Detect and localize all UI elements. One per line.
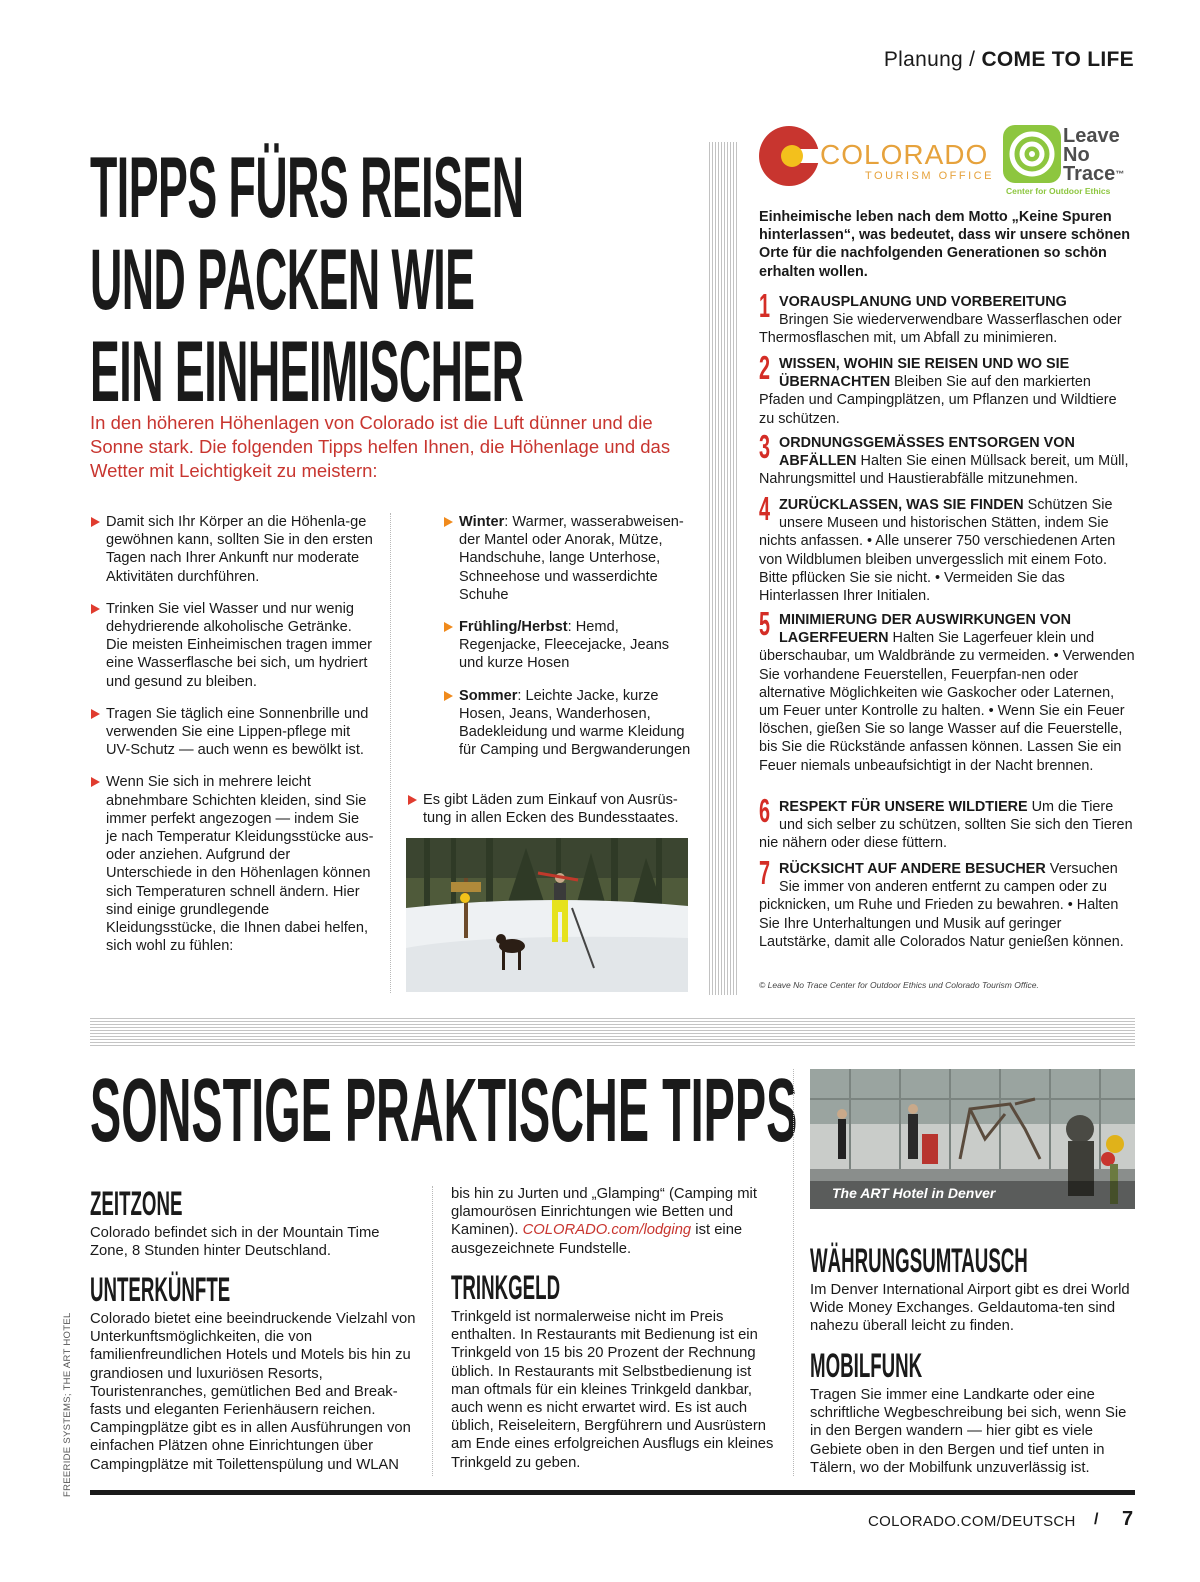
lnt-sub: Center for Outdoor Ethics — [1006, 186, 1111, 196]
zeitzone-block — [90, 1186, 420, 1260]
tip-text: Halten Sie einen Müllsack bereit, um Müll, Nahrungsmittel und Haustierabfälle mitzunehmen. — [759, 453, 1129, 488]
snow-trail-photo — [406, 838, 688, 992]
colorado-logo-sub: TOURISM OFFICE — [865, 170, 994, 182]
trinkgeld-block — [451, 1270, 781, 1472]
clothing-spring-fall — [443, 618, 693, 673]
tip-title: ORDNUNGSGEMÄSSES ENTSORGEN VON ABFÄLLEN — [779, 435, 1075, 470]
season-text: : Leichte Jacke, kurze Hosen, Jeans, Wanderhosen, Badekleidung und warme Kleidung für Camping und Bergwanderungen — [459, 687, 691, 759]
lnt-line-1: Leave — [1063, 125, 1120, 147]
bullet-item: Trinken Sie viel Wasser und nur wenig dehydrierende alkoholische Getränke. Die meisten Einheimischen tragen immer eine Wasserflasche bei sich, um hydriert und gesund zu bleiben. — [90, 600, 374, 691]
mobilfunk-block — [810, 1348, 1135, 1477]
tip-title: RESPEKT FÜR UNSERE WILDTIERE — [779, 799, 1028, 815]
bullet-item: Wenn Sie sich in mehrere leicht abnehmbare Schichten kleiden, sind Sie immer perfekt angezogen — indem Sie je nach Temperatur Kleidungsstücke aus- oder anziehen. Aufgrund der Unterschiede in den Höhenlagen können sich Temperaturen schnell ändern. Hier sind einige grundlegende Kleidungsstücke, die Ihnen dabei helfen, sich wohl zu fühlen: — [90, 773, 374, 955]
lnt-tip-4 — [759, 490, 1135, 605]
clothing-summer — [443, 687, 693, 760]
tip-title: VORAUSPLANUNG UND VORBEREITUNG — [779, 294, 1067, 310]
colorado-c-icon — [758, 125, 820, 187]
tip-text: Schützen Sie unsere Museen und historischen Stätten, indem Sie nichts anfassen. • Alle unserer 750 verschiedenen Arten von Wildblumen bleiben unvergesslich mit einem Foto. Bitte pflücken Sie sie nicht. • Vermeiden Sie das Hinterlassen Ihrer Initialen. — [759, 497, 1116, 605]
trinkgeld-text: Trinkgeld ist normalerweise nicht im Preis enthalten. In Restaurants mit Bedienung ist ein Trinkgeld von 15 bis 20 Prozent der Rechnung üblich. In Restaurants mit Selbstbedienung ist man oftmals für ein kleines Trinkgeld dankbar, auch wenn es nicht erwartet wird. Es ist auch üblich, Reiseleitern, Bergführern und Ausrüstern am Ende eines erfolgreichen Ausflugs ein kleines Trinkgeld zu geben. — [451, 1309, 774, 1471]
colorado-tourism-logo — [758, 125, 994, 187]
unterkuenfte-continued — [451, 1185, 781, 1258]
column-divider — [432, 1186, 433, 1476]
waehrung-block — [810, 1243, 1135, 1336]
tip-text: Bringen Sie wiederverwendbare Wasserflaschen oder Thermosflaschen mit, um Abfall zu minimieren. — [759, 312, 1122, 347]
bullet-item: Damit sich Ihr Körper an die Höhenla-ge gewöhnen kann, sollten Sie in den ersten Tagen nach Ihrer Ankunft nur moderate Aktivitäten durchführen. — [90, 513, 374, 586]
tip-text: Um die Tiere und sich selber zu schützen, sollten Sie sich den Tieren nie nähern oder diese füttern. — [759, 799, 1133, 852]
tip-text: Versuchen Sie immer von anderen entfernt zu campen oder zu picknicken, um Ruhe und Frieden zu bewahren. • Halten Sie Ihre Unterhaltungen und Musik auf geringer Lautstärke, damit alle Colorados Natur genießen können. — [759, 861, 1124, 950]
photo-caption: The ART Hotel in Denver — [832, 1185, 996, 1201]
lnt-tip-2 — [759, 349, 1135, 428]
page-title — [90, 142, 523, 418]
unterkuenfte-text: Colorado bietet eine beeindruckende Vielzahl von Unterkunftsmöglichkeiten, die von familienfreundlichen Hotels und Motels bis hin zu grandiosen und luxuriösen Resorts, Touristenranches, gemütlichen Bed and Break-fasts und eleganten Ferienhäusern reichen. Campingplätze gibt es in allen Ausführungen von einfachen Plätzen ohne Einrichtungen über Campingplätze mit Toilettenspülung und WLAN — [90, 1311, 416, 1473]
tip-number: 5 — [759, 605, 771, 642]
decorative-hatch-divider — [709, 142, 739, 995]
header-title: COME TO LIFE — [981, 48, 1134, 71]
tip-number: 7 — [759, 854, 771, 891]
leave-no-trace-intro: Einheimische leben nach dem Motto „Keine Spuren hinterlassen“, was bedeutet, dass wir unsere schönen Orte für die nachfolgenden Generationen so schön erhalten wollen. — [759, 209, 1131, 280]
tip-text: Halten Sie Lagerfeuer klein und überschaubar, um Waldbrände zu vermeiden. • Verwenden Sie vorhandene Feuerstellen, Feuerpfan-nen oder alternative Möglichkeiten wie Gaskocher oder Laternen, um Feuer unter Kontrolle zu halten. • Wenn Sie ein Feuer löschen, gießen Sie so lange Wasser auf die Feuerstelle, bis Sie die Rückstände anfassen können. Lassen Sie ein Feuer niemals unbeaufsichtigt in der Nacht brennen. — [759, 630, 1135, 774]
clothing-winter — [443, 513, 693, 604]
column-divider — [793, 1069, 794, 1476]
tip-number: 3 — [759, 428, 771, 465]
tips-column-1 — [90, 513, 374, 969]
footer-url[interactable]: COLORADO.COM/DEUTSCH — [868, 1513, 1076, 1530]
lnt-tip-5 — [759, 605, 1135, 775]
shops-note — [407, 791, 692, 841]
waehrung-heading: WÄHRUNGSUMTAUSCH — [810, 1242, 1028, 1280]
lnt-tip-6 — [759, 792, 1135, 853]
tip-title: ZURÜCKLASSEN, WAS SIE FINDEN — [779, 497, 1024, 513]
lnt-tip-3 — [759, 428, 1135, 489]
bullet-item: Tragen Sie täglich eine Sonnenbrille und verwenden Sie eine Lippen-pflege mit UV-Schutz — auch wenn es bewölkt ist. — [90, 705, 374, 760]
art-hotel-photo — [810, 1069, 1135, 1209]
tip-title: MINIMIERUNG DER AUSWIRKUNGEN VON LAGERFEUERN — [779, 612, 1072, 647]
lead-paragraph: In den höheren Höhenlagen von Colorado ist die Luft dünner und die Sonne stark. Die folgenden Tipps helfen Ihnen, die Höhenlage und das Wetter mit Leichtigkeit zu meistern: — [90, 412, 671, 481]
zeitzone-heading: ZEITZONE — [90, 1185, 183, 1223]
unterkuenfte-cont-1: bis hin zu Jurten und „Glamping“ (Camping mit glamourösen Einrichtungen wie Betten und Kaminen). — [451, 1186, 757, 1239]
unterkuenfte-cont-2: ist eine ausgezeichnete Fundstelle. — [451, 1222, 743, 1257]
lnt-tip-1 — [759, 287, 1135, 348]
title-line-2: UND PACKEN WIE — [90, 232, 475, 328]
footer-slash: / — [1094, 1511, 1099, 1528]
snow-trail-illustration — [406, 838, 688, 992]
bottom-rule — [90, 1490, 1135, 1495]
tip-title: WISSEN, WOHIN SIE REISEN UND WO SIE ÜBERNACHTEN — [779, 356, 1070, 391]
tip-number: 2 — [759, 349, 771, 386]
leave-no-trace-logo — [1003, 125, 1135, 197]
mobilfunk-heading: MOBILFUNK — [810, 1347, 923, 1385]
colorado-logo-name: COLORADO — [820, 139, 989, 170]
title-line-1: TIPPS FÜRS REISEN — [90, 140, 524, 236]
mobilfunk-text: Tragen Sie immer eine Landkarte oder eine schriftliche Wegbeschreibung bei sich, wenn Sie in den Bergen wandern — hier gibt es viele Gebiete oben in den Bergen und tief unten in Tälern, wo der Mobilfunk unzuverlässig ist. — [810, 1387, 1127, 1476]
section-hatch-divider — [90, 1018, 1135, 1046]
tip-number: 1 — [759, 287, 771, 324]
waehrung-text: Im Denver International Airport gibt es drei World Wide Money Exchanges. Geldautoma-ten sind nahezu überall leicht zu finden. — [810, 1282, 1130, 1335]
lnt-credit: © Leave No Trace Center for Outdoor Ethics und Colorado Tourism Office. — [759, 980, 1039, 990]
trinkgeld-heading: TRINKGELD — [451, 1269, 561, 1307]
unterkuenfte-heading: UNTERKÜNFTE — [90, 1271, 231, 1309]
season-label: Sommer — [459, 687, 518, 704]
tip-number: 6 — [759, 792, 771, 829]
page-number: 7 — [1122, 1508, 1134, 1530]
column-divider — [390, 513, 391, 993]
running-header — [884, 48, 1134, 72]
tip-number: 4 — [759, 490, 771, 527]
tip-title: RÜCKSICHT AUF ANDERE BESUCHER — [779, 861, 1046, 877]
lnt-line-2: No — [1063, 144, 1090, 166]
tips-column-2 — [443, 513, 693, 773]
unterkuenfte-block — [90, 1272, 420, 1474]
bullet-item: Es gibt Läden zum Einkauf von Ausrüs-tung in allen Ecken des Bundesstaates. — [407, 791, 692, 827]
tip-text: Bleiben Sie auf den markierten Pfaden und Campingplätzen, um Pflanzen und Wildtiere zu schützen. — [759, 374, 1117, 427]
season-label: Winter — [459, 514, 505, 530]
season-text: : Warmer, wasserabweisen-der Mantel oder Anorak, Mütze, Handschuhe, lange Unterhose, Schneehose und wasserdichte Schuhe — [459, 514, 684, 603]
leave-no-trace-swirl-icon — [1003, 125, 1061, 183]
section-title: SONSTIGE PRAKTISCHE TIPPS — [90, 1061, 798, 1161]
season-label: Frühling/Herbst — [459, 619, 568, 636]
zeitzone-text: Colorado befindet sich in der Mountain Time Zone, 8 Stunden hinter Deutschland. — [90, 1225, 380, 1260]
title-line-3: EIN EINHEIMISCHER — [90, 324, 524, 420]
header-section: Planung / — [883, 48, 976, 71]
lodging-link[interactable]: COLORADO.com/lodging — [522, 1222, 692, 1239]
lnt-wordmark — [1063, 127, 1124, 184]
photo-credit: FREERIDE SYSTEMS; THE ART HOTEL — [62, 1312, 73, 1497]
lnt-line-3: Trace™ — [1063, 163, 1125, 185]
season-text: : Hemd, Regenjacke, Fleecejacke, Jeans und kurze Hosen — [459, 619, 670, 672]
lnt-tip-7 — [759, 854, 1135, 951]
